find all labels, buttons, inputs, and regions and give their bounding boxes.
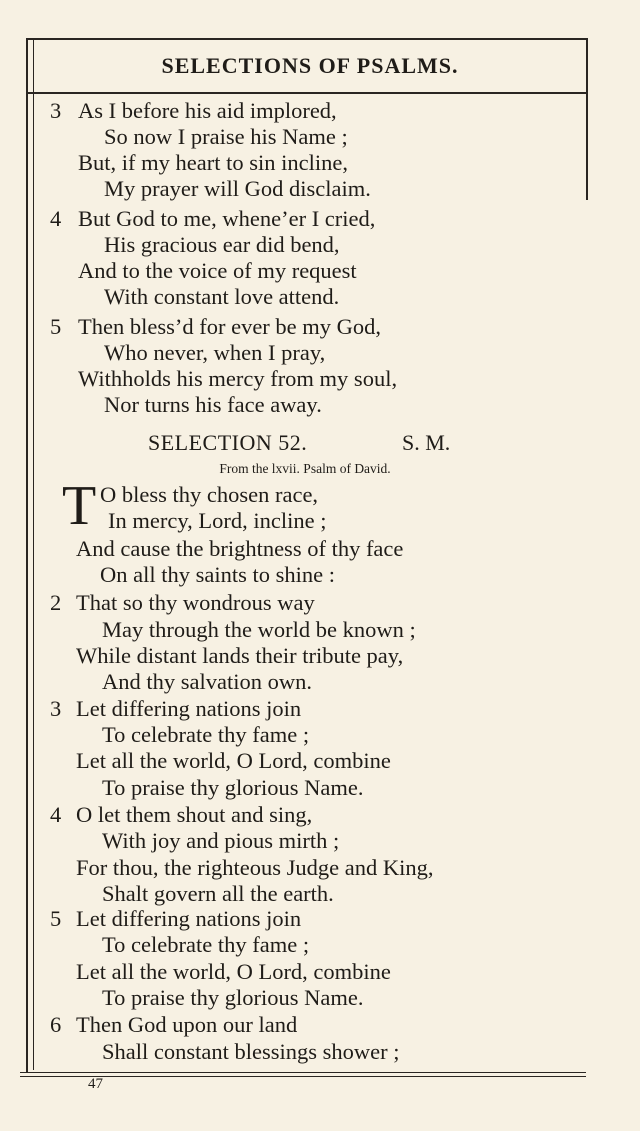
- verse-line: Let all the world, O Lord, combine: [76, 959, 391, 984]
- verse-number: 3: [50, 98, 62, 123]
- verse-line: May through the world be known ;: [102, 617, 416, 642]
- selection-meter: S. M.: [402, 430, 451, 455]
- verse-line: Nor turns his face away.: [104, 392, 322, 417]
- verse-line: To celebrate thy fame ;: [102, 932, 310, 957]
- verse-line: Then God upon our land: [76, 1012, 298, 1037]
- verse-number: 6: [50, 1012, 62, 1037]
- verse-line: Shalt govern all the earth.: [102, 881, 334, 906]
- verse-number: 4: [50, 802, 62, 827]
- verse-line: O bless thy chosen race,: [100, 482, 319, 507]
- bottom-rule-2: [20, 1076, 586, 1077]
- verse-line: With joy and pious mirth ;: [102, 828, 340, 853]
- verse-line: On all thy saints to shine :: [100, 562, 335, 587]
- page-header: SELECTIONS OF PSALMS.: [161, 53, 459, 78]
- verse-line: For thou, the righteous Judge and King,: [76, 855, 434, 880]
- verse-line: O let them shout and sing,: [76, 802, 313, 827]
- verse-line: So now I praise his Name ;: [104, 124, 348, 149]
- bottom-rule: [20, 1072, 586, 1073]
- verse-line: Then bless’d for ever be my God,: [78, 314, 382, 339]
- verse-line: To celebrate thy fame ;: [102, 722, 310, 747]
- right-frame-rule: [586, 40, 588, 200]
- verse-line: But God to me, whene’er I cried,: [78, 206, 376, 231]
- verse-line: While distant lands their tribute pay,: [76, 643, 404, 668]
- verse-number: 2: [50, 590, 62, 615]
- left-frame-rule: [26, 40, 28, 1073]
- verse-line: Shall constant blessings shower ;: [102, 1039, 400, 1064]
- verse-line: But, if my heart to sin incline,: [78, 150, 348, 175]
- left-frame-inner-rule: [33, 40, 34, 1070]
- verse-line: My prayer will God disclaim.: [104, 176, 371, 201]
- drop-cap: T: [62, 475, 97, 537]
- verse-line: Let all the world, O Lord, combine: [76, 748, 391, 773]
- verse-line: And to the voice of my request: [78, 258, 357, 283]
- verse-line: That so thy wondrous way: [76, 590, 315, 615]
- verse-line: With constant love attend.: [104, 284, 340, 309]
- verse-line: And thy salvation own.: [102, 669, 312, 694]
- verse-line: His gracious ear did bend,: [104, 232, 340, 257]
- verse-line: Let differing nations join: [76, 696, 302, 721]
- selection-title: SELECTION 52.: [148, 430, 308, 455]
- verse-line: And cause the brightness of thy face: [76, 536, 404, 561]
- verse-line: In mercy, Lord, incline ;: [108, 508, 327, 533]
- page-number: 47: [88, 1076, 103, 1092]
- verse-line: Who never, when I pray,: [104, 340, 326, 365]
- verse-line: To praise thy glorious Name.: [102, 985, 364, 1010]
- top-rule: [26, 38, 588, 40]
- verse-line: Withholds his mercy from my soul,: [78, 366, 398, 391]
- header-rule: [26, 92, 588, 94]
- verse-number: 5: [50, 314, 62, 339]
- verse-line: To praise thy glorious Name.: [102, 775, 364, 800]
- verse-number: 5: [50, 906, 62, 931]
- verse-line: Let differing nations join: [76, 906, 302, 931]
- verse-number: 3: [50, 696, 62, 721]
- selection-source: From the lxvii. Psalm of David.: [219, 461, 391, 476]
- verse-number: 4: [50, 206, 62, 231]
- verse-line: As I before his aid implored,: [78, 98, 337, 123]
